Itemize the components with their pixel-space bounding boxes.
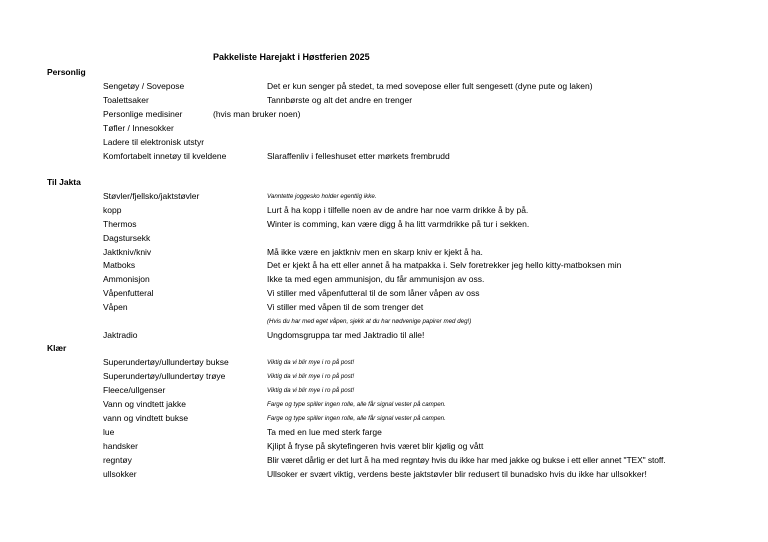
- list-item-note: Viktig da vi blir mye i ro på post!: [267, 359, 355, 366]
- section-heading-til-jakta: Til Jakta: [47, 177, 81, 187]
- list-item-name: Tøfler / Innesokker: [103, 123, 174, 133]
- list-item-name: Ammonisjon: [103, 274, 150, 284]
- list-item-name: Ladere til elektronisk utstyr: [103, 137, 205, 147]
- list-item-name: Superundertøy/ullundertøy bukse: [103, 357, 229, 367]
- list-item-note: Viktig da vi blir mye i ro på post!: [267, 373, 355, 380]
- section-heading-personlig: Personlig: [47, 67, 86, 77]
- list-item-note: Lurt å ha kopp i tilfelle noen av de andre har noe varm drikke å by på.: [267, 205, 529, 215]
- list-item-name: Matboks: [103, 260, 136, 270]
- list-item-note: Farge og type spiller ingen rolle, alle får signal vester på campen.: [267, 415, 446, 422]
- list-item-note: Vi stiller med våpen til de som trenger det: [267, 302, 424, 312]
- list-item-name: Våpenfutteral: [103, 288, 154, 298]
- list-item-note: Ullsoker er svært viktig, verdens beste jaktstøvler blir redusert til bunadsko hvis du ikke har ullsokker!: [267, 469, 647, 479]
- list-item-note: (Hvis du har med eget våpen, sjekk at du har nødvenige papirer med deg!): [267, 318, 472, 325]
- list-item-name: Vann og vindtett jakke: [103, 399, 187, 409]
- list-item-note: Viktig da vi blir mye i ro på post!: [267, 387, 355, 394]
- list-item-name: Superundertøy/ullundertøy trøye: [103, 371, 226, 381]
- list-item-name: vann og vindtett bukse: [103, 413, 189, 423]
- list-item-name: Jaktkniv/kniv: [103, 247, 152, 257]
- list-item-name: regntøy: [103, 455, 132, 465]
- list-item-note: Farge og type spiller ingen rolle, alle får signal vester på campen.: [267, 401, 446, 408]
- list-item-name: Sengetøy / Sovepose: [103, 81, 185, 91]
- section-heading-klaer: Klær: [47, 343, 67, 353]
- list-item-name: kopp: [103, 205, 122, 215]
- list-item-name: Jaktradio: [103, 330, 138, 340]
- list-item-note: Det er kjekt å ha ett eller annet å ha matpakka i. Selv foretrekker jeg hello kitty-matboksen min: [267, 260, 622, 270]
- list-item-name: ullsokker: [103, 469, 137, 479]
- list-item-note: Slaraffenliv i felleshuset etter mørkets frembrudd: [267, 151, 450, 161]
- list-item-name: Dagstursekk: [103, 233, 151, 243]
- list-item-name: Våpen: [103, 302, 128, 312]
- list-item-name: lue: [103, 427, 115, 437]
- list-item-name: Komfortabelt innetøy til kveldene: [103, 151, 227, 161]
- list-item-note: Må ikke være en jaktkniv men en skarp kniv er kjekt å ha.: [267, 247, 483, 257]
- list-item-name: Støvler/fjellsko/jaktstøvler: [103, 191, 200, 201]
- list-item-note: Ta med en lue med sterk farge: [267, 427, 382, 437]
- list-item-note: Winter is comming, kan være digg å ha litt varmdrikke på tur i sekken.: [267, 219, 530, 229]
- list-item-note: Ikke ta med egen ammunisjon, du får ammunisjon av oss.: [267, 274, 485, 284]
- list-item-name: Fleece/ullgenser: [103, 385, 166, 395]
- list-item-note: (hvis man bruker noen): [213, 109, 301, 119]
- list-item-note: Det er kun senger på stedet, ta med sovepose eller fult sengesett (dyne pute og laken): [267, 81, 593, 91]
- list-item-name: handsker: [103, 441, 138, 451]
- list-item-name: Thermos: [103, 219, 137, 229]
- list-item-note: Kjlipt å fryse på skytefingeren hvis været blir kjølig og vått: [267, 441, 484, 451]
- list-item-note: Vanntette joggesko holder egentlig ikke.: [267, 193, 377, 200]
- page-title: Pakkeliste Harejakt i Høstferien 2025: [213, 52, 370, 62]
- list-item-note: Blir været dårlig er det lurt å ha med regntøy hvis du ikke har med jakke og bukse i ett eller annet "TEX" stoff.: [267, 455, 666, 465]
- list-item-note: Vi stiller med våpenfutteral til de som låner våpen av oss: [267, 288, 480, 298]
- list-item-name: Personlige medisiner: [103, 109, 183, 119]
- list-item-name: Toalettsaker: [103, 95, 149, 105]
- list-item-note: Tannbørste og alt det andre en trenger: [267, 95, 413, 105]
- list-item-note: Ungdomsgruppa tar med Jaktradio til alle!: [267, 330, 425, 340]
